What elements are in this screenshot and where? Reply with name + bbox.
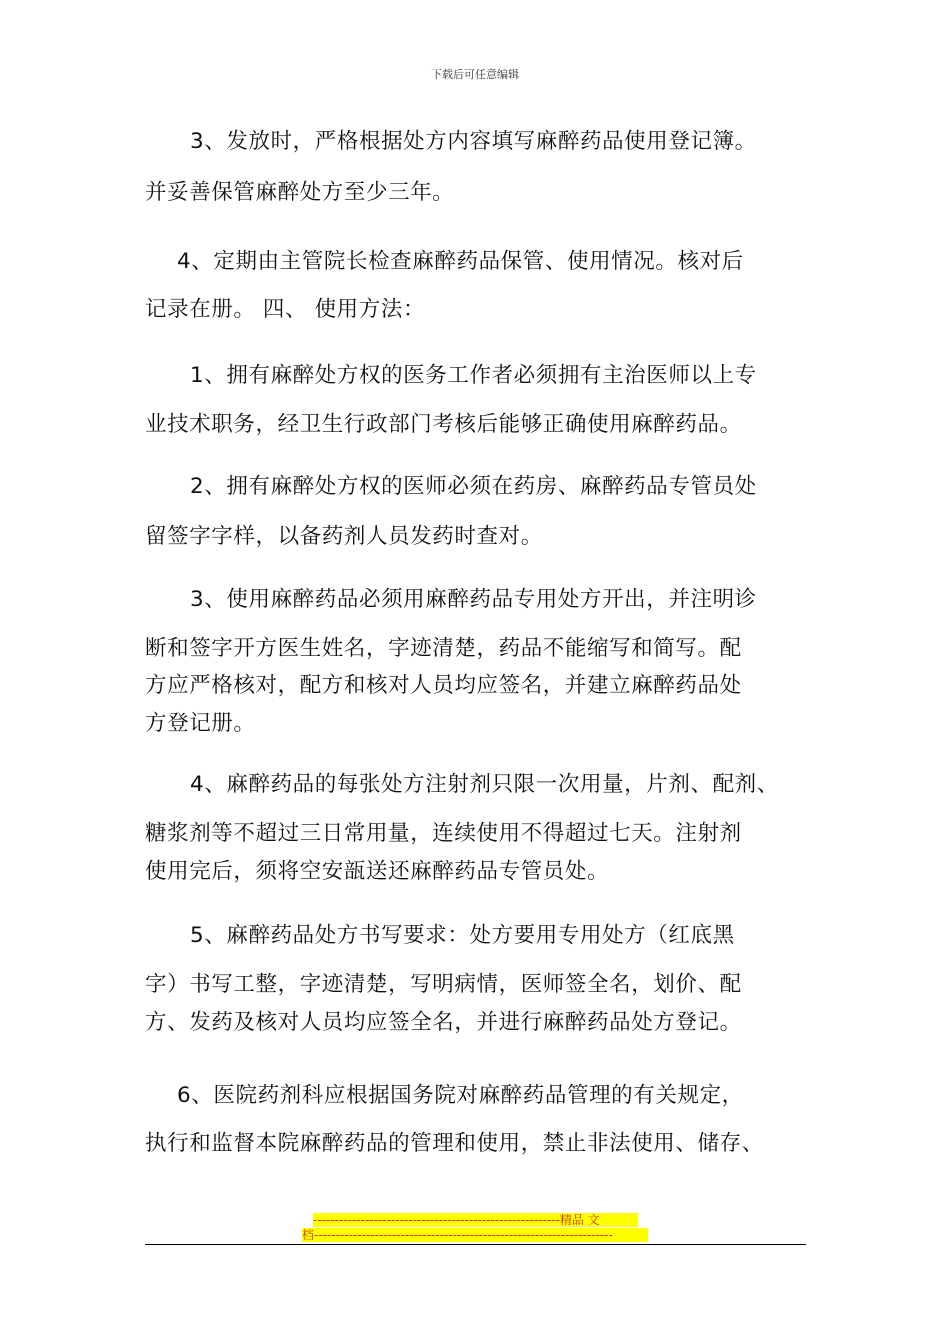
footer-watermark-line2: 档--------------------------------------------------------------------- bbox=[302, 1228, 648, 1242]
paragraph-line: 3、发放时，严格根据处方内容填写麻醉药品使用登记簿。 bbox=[190, 129, 757, 154]
paragraph-line: 方、发药及核对人员均应签全名，并进行麻醉药品处方登记。 bbox=[145, 1010, 742, 1035]
paragraph-line: 1、拥有麻醉处方权的医务工作者必须拥有主治医师以上专 bbox=[190, 363, 757, 388]
paragraph-line: 并妥善保管麻醉处方至少三年。 bbox=[145, 180, 455, 205]
paragraph-line: 3、使用麻醉药品必须用麻醉药品专用处方开出，并注明诊 bbox=[190, 587, 757, 612]
paragraph-line: 留签字字样，以备药剂人员发药时查对。 bbox=[145, 524, 543, 549]
footer-divider bbox=[145, 1244, 806, 1245]
paragraph-line: 糖浆剂等不超过三日常用量，连续使用不得超过七天。注射剂 bbox=[145, 821, 742, 846]
paragraph-line: 执行和监督本院麻醉药品的管理和使用，禁止非法使用、储存、 bbox=[145, 1131, 764, 1156]
paragraph-line: 字）书写工整，字迹清楚，写明病情，医师签全名，划价、配 bbox=[145, 972, 742, 997]
header-note: 下载后可任意编辑 bbox=[431, 68, 519, 81]
paragraph-line: 5、麻醉药品处方书写要求：处方要用专用处方（红底黑 bbox=[190, 923, 735, 948]
paragraph-line: 使用完后，须将空安瓿送还麻醉药品专管员处。 bbox=[145, 859, 610, 884]
paragraph-line: 6、医院药剂科应根据国务院对麻醉药品管理的有关规定， bbox=[177, 1083, 744, 1108]
paragraph-line: 4、麻醉药品的每张处方注射剂只限一次用量，片剂、配剂、 bbox=[190, 772, 779, 797]
paragraph-line: 4、定期由主管院长检查麻醉药品保管、使用情况。核对后 bbox=[177, 249, 744, 274]
paragraph-line: 记录在册。 四、 使用方法： bbox=[145, 297, 426, 322]
paragraph-line: 方应严格核对，配方和核对人员均应签名，并建立麻醉药品处 bbox=[145, 673, 742, 698]
paragraph-line: 方登记册。 bbox=[145, 711, 256, 736]
footer-watermark-line1: ---------------------------------------------------------精品 文 bbox=[313, 1213, 638, 1227]
paragraph-line: 业技术职务，经卫生行政部门考核后能够正确使用麻醉药品。 bbox=[145, 412, 742, 437]
paragraph-line: 2、拥有麻醉处方权的医师必须在药房、麻醉药品专管员处 bbox=[190, 474, 757, 499]
paragraph-line: 断和签字开方医生姓名，字迹清楚，药品不能缩写和简写。配 bbox=[145, 636, 742, 661]
